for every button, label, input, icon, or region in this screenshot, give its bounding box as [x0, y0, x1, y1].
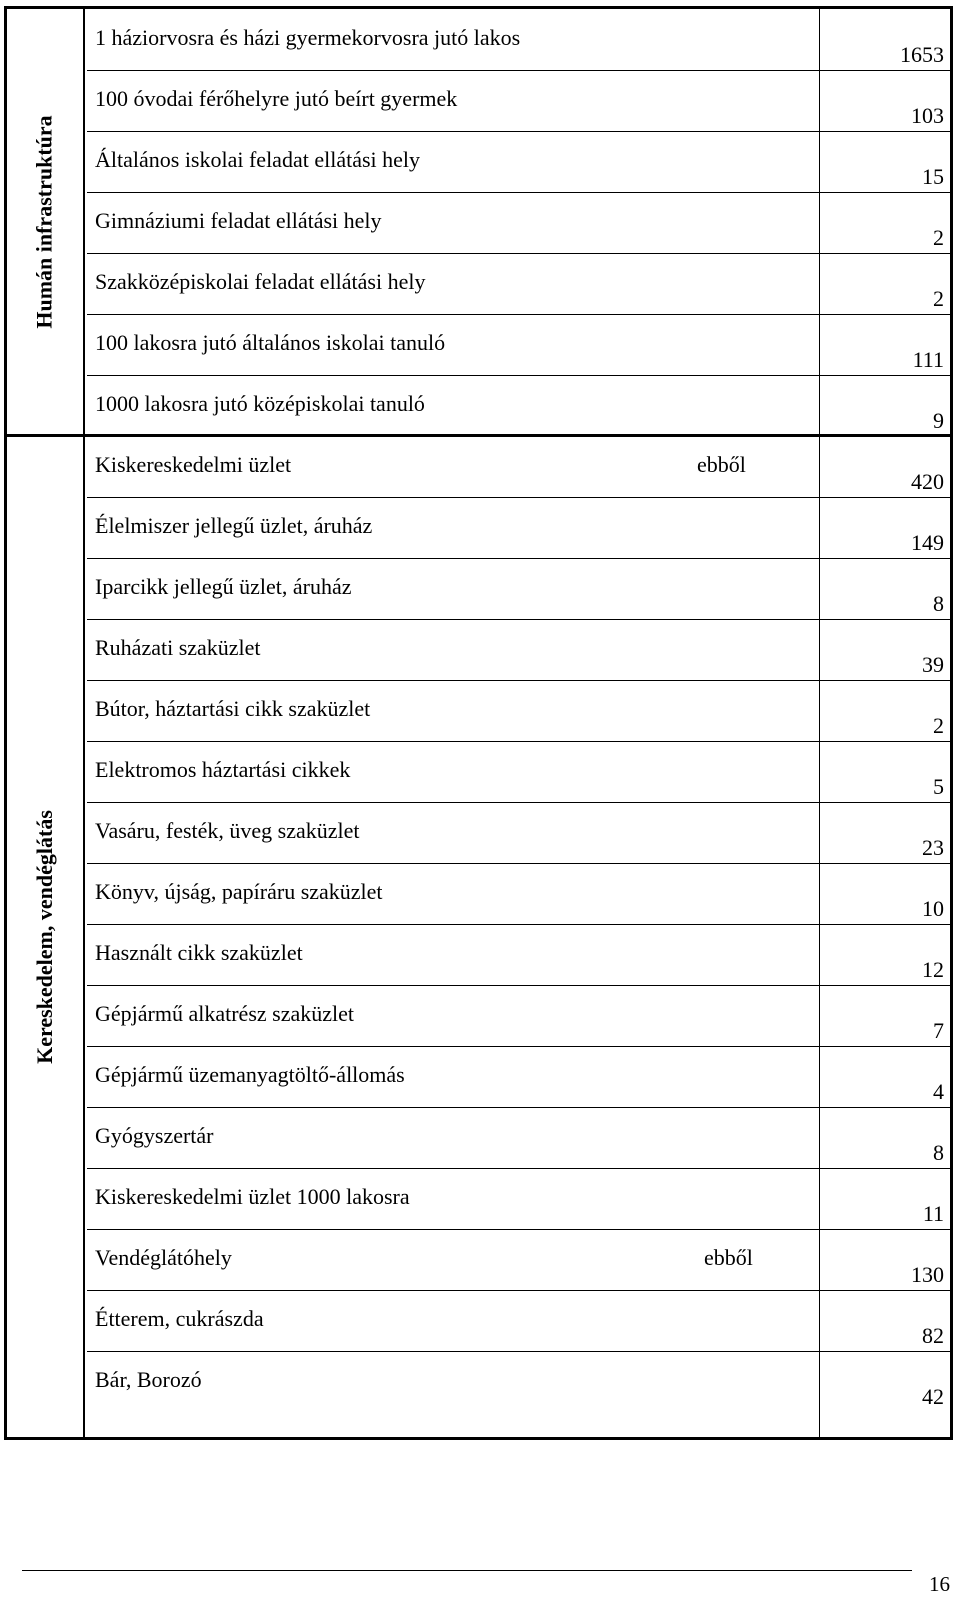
statistics-table — [4, 6, 953, 1440]
row-value: 4 — [933, 1079, 944, 1104]
row-value: 5 — [933, 774, 944, 799]
row-separator — [87, 1351, 950, 1352]
row-separator — [87, 741, 950, 742]
row-label: Bár, Borozó — [95, 1367, 202, 1392]
footer-rule — [22, 1570, 912, 1571]
row-label: Könyv, újság, papíráru szaküzlet — [95, 879, 383, 904]
row-value: 2 — [933, 286, 944, 311]
row-label: Élelmiszer jellegű üzlet, áruház — [95, 513, 373, 538]
row-value: 1653 — [900, 42, 944, 67]
row-note: ebből — [704, 1245, 753, 1270]
row-separator — [87, 1107, 950, 1108]
row-label: Gyógyszertár — [95, 1123, 214, 1148]
row-label: Vasáru, festék, üveg szaküzlet — [95, 818, 360, 843]
row-separator — [87, 863, 950, 864]
row-label: Kiskereskedelmi üzlet 1000 lakosra — [95, 1184, 410, 1209]
row-label: 1 háziorvosra és házi gyermekorvosra jutó lakos — [95, 25, 521, 50]
row-separator — [87, 558, 950, 559]
row-value: 15 — [922, 164, 944, 189]
row-value: 149 — [911, 530, 944, 555]
row-label: Kiskereskedelmi üzlet — [95, 452, 292, 477]
row-label: Bútor, háztartási cikk szaküzlet — [95, 696, 371, 721]
row-separator — [87, 985, 950, 986]
column-divider-left — [83, 9, 85, 1437]
row-separator — [87, 497, 950, 498]
row-value: 111 — [912, 347, 944, 372]
row-label: Gimnáziumi feladat ellátási hely — [95, 208, 382, 233]
row-value: 2 — [933, 225, 944, 250]
row-note: ebből — [697, 452, 746, 477]
row-value: 420 — [911, 469, 944, 494]
section-label-human — [7, 9, 83, 434]
row-separator — [87, 70, 950, 71]
row-value: 42 — [922, 1384, 944, 1409]
row-label: Vendéglátóhely — [95, 1245, 232, 1270]
row-label: 100 óvodai férőhelyre jutó beírt gyermek — [95, 86, 458, 111]
row-value: 9 — [933, 408, 944, 433]
row-label: Használt cikk szaküzlet — [95, 940, 303, 965]
section-title-trade: Kereskedelem, vendéglátás — [32, 810, 57, 1064]
row-separator — [87, 192, 950, 193]
row-value: 12 — [922, 957, 944, 982]
row-label: 1000 lakosra jutó középiskolai tanuló — [95, 391, 425, 416]
row-label: Gépjármű alkatrész szaküzlet — [95, 1001, 354, 1026]
row-label: Elektromos háztartási cikkek — [95, 757, 351, 782]
row-label: Gépjármű üzemanyagtöltő-állomás — [95, 1062, 405, 1087]
row-value: 39 — [922, 652, 944, 677]
row-value: 7 — [933, 1018, 944, 1043]
row-separator — [87, 680, 950, 681]
row-separator — [87, 924, 950, 925]
row-separator — [87, 1290, 950, 1291]
row-separator — [87, 1168, 950, 1169]
row-separator — [87, 802, 950, 803]
row-value: 2 — [933, 713, 944, 738]
section-label-trade — [7, 437, 83, 1437]
row-separator — [87, 1046, 950, 1047]
row-separator — [87, 619, 950, 620]
row-value: 130 — [911, 1262, 944, 1287]
row-label: 100 lakosra jutó általános iskolai tanuló — [95, 330, 446, 355]
row-label: Iparcikk jellegű üzlet, áruház — [95, 574, 352, 599]
row-label: Általános iskolai feladat ellátási hely — [95, 147, 421, 172]
row-label: Ruházati szaküzlet — [95, 635, 261, 660]
row-separator — [87, 314, 950, 315]
section-title-human: Humán infrastruktúra — [32, 114, 58, 329]
row-value: 10 — [922, 896, 944, 921]
section-divider — [7, 434, 950, 437]
row-separator — [87, 131, 950, 132]
row-value: 8 — [933, 1140, 944, 1165]
row-separator — [87, 1229, 950, 1230]
page-number: 16 — [929, 1572, 950, 1596]
row-separator — [87, 253, 950, 254]
row-label: Étterem, cukrászda — [95, 1306, 264, 1331]
row-value: 8 — [933, 591, 944, 616]
row-value: 82 — [922, 1323, 944, 1348]
row-value: 23 — [922, 835, 944, 860]
row-value: 103 — [911, 103, 944, 128]
column-divider-values — [819, 9, 820, 1437]
row-value: 11 — [922, 1201, 944, 1226]
row-label: Szakközépiskolai feladat ellátási hely — [95, 269, 426, 294]
row-separator — [87, 375, 950, 376]
